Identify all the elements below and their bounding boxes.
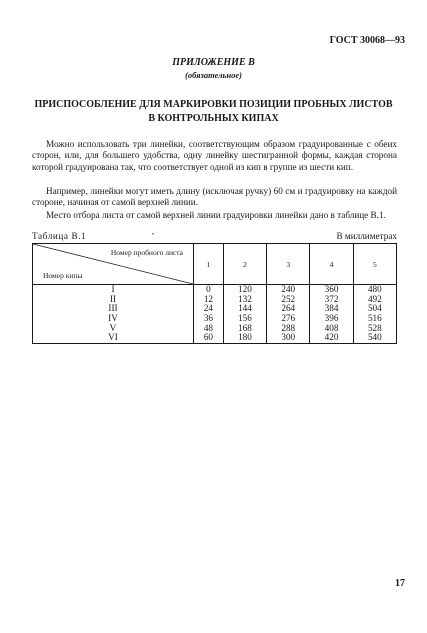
column-header: 2 — [223, 244, 266, 285]
corner-label-sample: Номер пробного листа — [110, 248, 183, 257]
bale-number: VI — [108, 332, 118, 343]
value-column-3 — [267, 285, 310, 344]
value-column-2 — [223, 285, 266, 344]
appendix-title: ПРИЛОЖЕНИЕ В — [172, 57, 255, 68]
bale-number: III — [108, 303, 118, 314]
table-cell: 540 — [367, 332, 382, 343]
table-cell: 408 — [324, 322, 339, 333]
table-cell: 288 — [281, 322, 296, 333]
table-cell: 504 — [367, 303, 382, 314]
table-cell: 372 — [324, 293, 339, 304]
table-cell: 360 — [324, 284, 339, 294]
value-column-5 — [353, 285, 396, 344]
table-cell: 300 — [281, 332, 296, 343]
table-cell: 180 — [238, 332, 252, 343]
column-header: 5 — [353, 244, 396, 285]
section-title-line-2: В КОНТРОЛЬНЫХ КИПАХ — [148, 113, 279, 124]
bale-number: V — [109, 322, 117, 333]
table-cell: 168 — [238, 322, 252, 333]
value-column-4 — [310, 285, 353, 344]
column-header: 4 — [310, 244, 353, 285]
table-units: В миллиметрах — [336, 231, 397, 241]
appendix-status: (обязательное) — [185, 70, 242, 80]
paragraph-1: Можно использовать три линейки, соответствующим образом градуированные с обеих сторон, или, для большего удобства, одну линейку шестигранной формы, каждая сторона которой градуирована так, что соответствует одной из кип в группе из шести кип. — [32, 139, 397, 172]
table-cell: 24 — [203, 303, 213, 314]
corner-label-bale: Номер кипы — [43, 271, 83, 280]
table-cell: 120 — [238, 284, 252, 294]
paragraph-3: Место отбора листа от самой верхней линии градуировки линейки дано в таблице В.1. — [46, 210, 386, 220]
section-title-line-1: ПРИСПОСОБЛЕНИЕ ДЛЯ МАРКИРОВКИ ПОЗИЦИИ ПРОБНЫХ ЛИСТОВ — [34, 99, 393, 110]
bale-number: IV — [108, 313, 118, 324]
table-cell: 48 — [203, 322, 213, 333]
table-cell: 36 — [203, 313, 213, 324]
table-cell: 252 — [281, 293, 296, 304]
table-cell: 528 — [367, 322, 382, 333]
table-cell: 144 — [238, 303, 252, 314]
table-body-row — [33, 285, 397, 344]
standard-number: ГОСТ 30068—93 — [329, 35, 405, 46]
table-cell: 276 — [281, 313, 296, 324]
table-cell: 12 — [203, 293, 213, 304]
stray-mark: • — [152, 232, 155, 238]
table-cell: 132 — [238, 293, 252, 304]
table-cell: 396 — [324, 313, 339, 324]
table-header-row — [33, 244, 397, 285]
section-title — [30, 98, 397, 126]
table-cell: 420 — [324, 332, 339, 343]
table-cell: 480 — [367, 284, 382, 294]
table-cell: 0 — [206, 284, 211, 294]
bale-number: I — [111, 284, 115, 294]
corner-header-cell — [33, 244, 194, 285]
value-column-1 — [194, 285, 224, 344]
table-cell: 240 — [281, 284, 296, 294]
table-cell: 156 — [238, 313, 252, 324]
bale-column — [33, 285, 194, 344]
table-cell: 264 — [281, 303, 296, 314]
table-cell: 384 — [324, 303, 339, 314]
table-caption: Таблица В.1 — [32, 231, 87, 241]
page-number: 17 — [395, 578, 405, 589]
table-cell: 516 — [367, 313, 382, 324]
paragraph-2: Например, линейки могут иметь длину (исключая ручку) 60 см и градуировку на каждой стороне, начиная от самой верхней линии. — [32, 186, 397, 208]
table-cell: 60 — [203, 332, 213, 343]
data-table — [32, 243, 397, 344]
column-header: 1 — [194, 244, 224, 285]
table-cell: 492 — [367, 293, 382, 304]
bale-number: II — [109, 293, 117, 304]
column-header: 3 — [267, 244, 310, 285]
